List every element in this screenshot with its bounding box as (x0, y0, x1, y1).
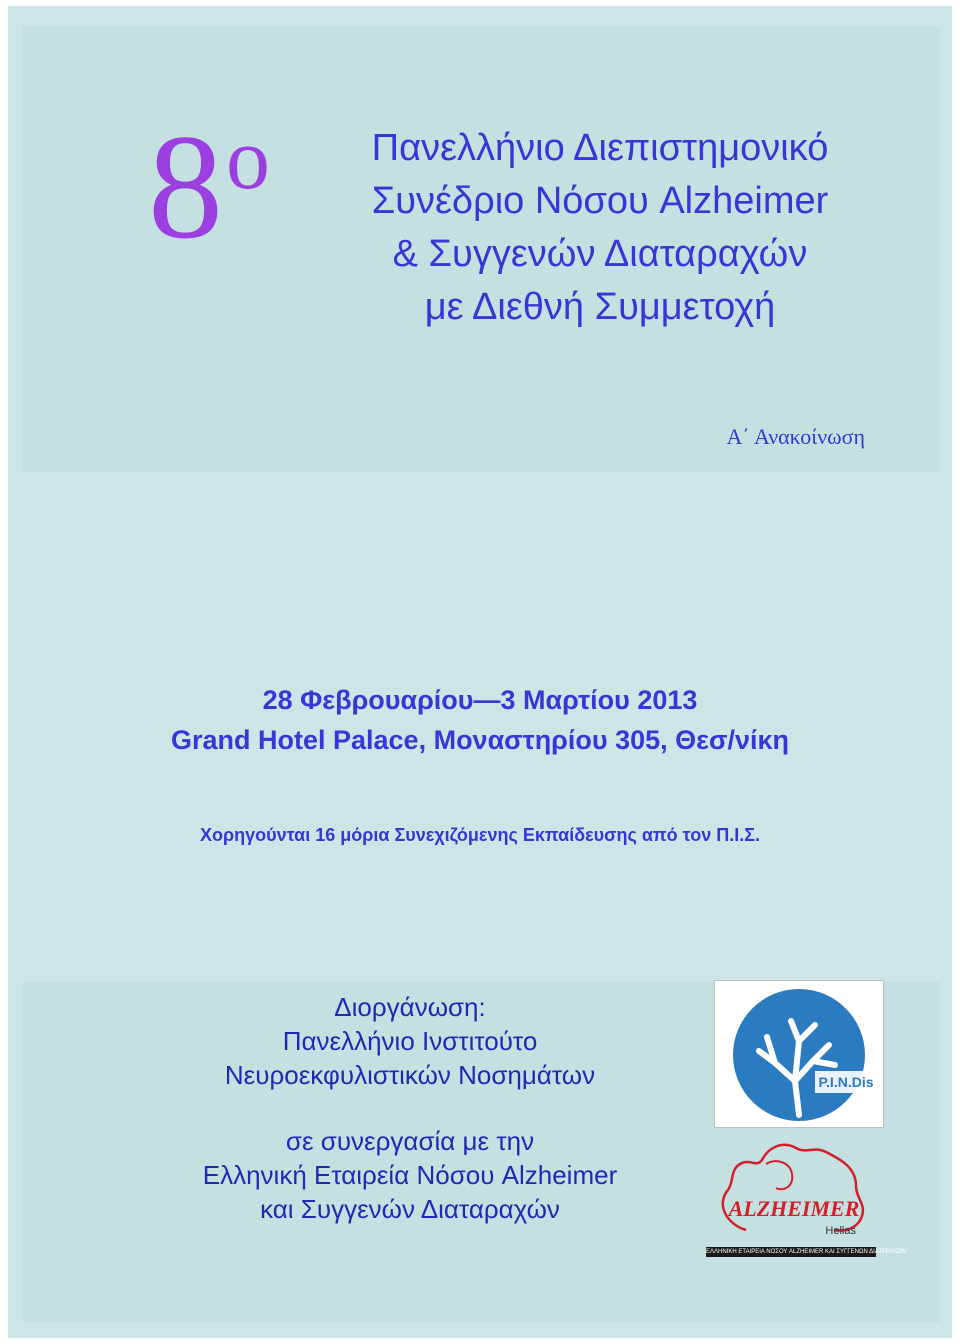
edition-number (148, 104, 270, 270)
event-details (0, 680, 960, 760)
title-line-2: Συνέδριο Νόσου Alzheimer (371, 180, 829, 222)
partner-name-line-1: Ελληνική Εταιρεία Νόσου Alzheimer (202, 1160, 618, 1190)
organizer-name-line-2: Νευροεκφυλιστικών Νοσημάτων (224, 1060, 596, 1090)
organizers (150, 990, 670, 1226)
organizer-label: Διοργάνωση: (334, 992, 486, 1022)
alzheimer-hellas-logo (706, 1134, 906, 1260)
partner-name-line-2: και Συγγενών Διαταραχών (260, 1194, 560, 1224)
pindis-logo-text: P.I.N.Dis (818, 1074, 874, 1090)
title-line-1: Πανελλήνιο Διεπιστημονικό (371, 127, 829, 169)
organizer-name-line-1: Πανελλήνιο Ινστιτούτο (282, 1026, 538, 1056)
alz-wordmark: ALZHEIMER (728, 1196, 860, 1221)
alz-caption: ΕΛΛΗΝΙΚΗ ΕΤΑΙΡΕΙΑ ΝΟΣΟΥ ALZHEIMER ΚΑΙ ΣΥΓΓΕΝΩΝ ΔΙΑΤΑΡΑΧΩΝ (706, 1249, 906, 1255)
alz-sub: Hellas (825, 1225, 856, 1237)
partner-intro: σε συνεργασία με την (285, 1126, 535, 1156)
event-venue: Grand Hotel Palace, Μοναστηρίου 305, Θεσ/νίκη (170, 725, 790, 755)
edition-digit: 8 (148, 104, 223, 270)
event-dates: 28 Φεβρουαρίου—3 Μαρτίου 2013 (262, 685, 698, 715)
title-line-4: με Διεθνή Συμμετοχή (424, 286, 776, 328)
cme-credits: Χορηγούνται 16 μόρια Συνεχιζόμενης Εκπαίδευσης από τον Π.Ι.Σ. (199, 825, 761, 845)
pindis-logo (714, 980, 884, 1128)
edition-ordinal: ο (226, 111, 270, 208)
announcement-label: Α΄ Ανακοίνωση (726, 424, 865, 449)
title-line-3: & Συγγενών Διαταραχών (392, 233, 808, 275)
conference-title (290, 122, 910, 334)
